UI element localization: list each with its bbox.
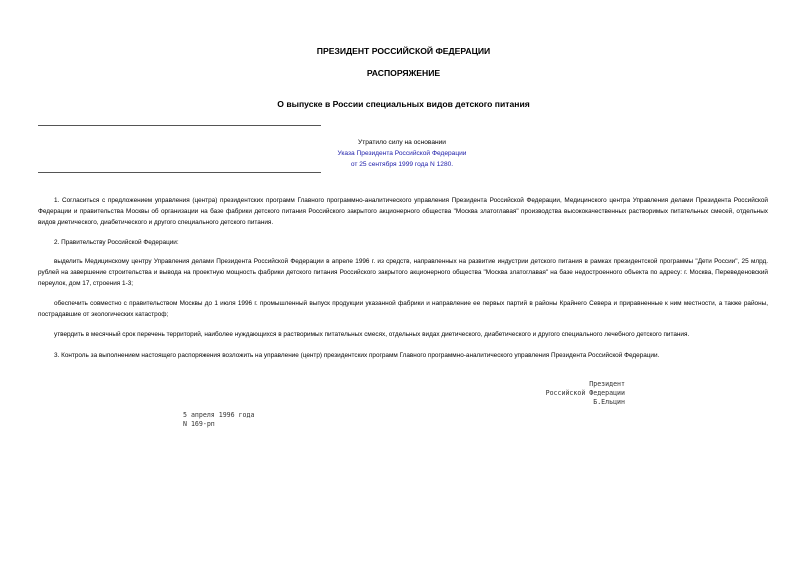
divider-bottom xyxy=(38,172,321,173)
status-note-text: Утратило силу на основании xyxy=(358,139,446,146)
status-note-link[interactable] xyxy=(322,148,482,170)
signature-block xyxy=(520,380,625,407)
status-note-link-line2[interactable]: от 25 сентября 1999 года N 1280. xyxy=(350,161,454,168)
paragraph-4: обеспечить совместно с правительством Москвы до 1 июля 1996 г. промышленный выпуск продукции указанной фабрики и направление ее первых партий в районы Крайнего Севера и приравненные к ним местности, а также районы, пострадавшие от экологических катастроф; xyxy=(38,300,768,318)
document-date: 5 апреля 1996 года xyxy=(183,411,255,419)
paragraph-1: 1. Согласиться с предложением управления (центра) президентских программ Главного программно-аналитического управления Президента Российской Федерации, Медицинского центра Управления делами Президента Российской Федерации и правительства Москвы об организации на базе фабрики детского питания Российского закрытого акционерного общества "Москва златоглавая" производства высококачественных растворимых питательных смесей, отдельных видов диетического, диабетического и другого специального детского питания. xyxy=(38,197,768,226)
date-block xyxy=(183,411,254,429)
status-note xyxy=(322,137,482,170)
issuing-authority: ПРЕЗИДЕНТ РОССИЙСКОЙ ФЕДЕРАЦИИ xyxy=(316,46,491,56)
paragraph-2: 2. Правительству Российской Федерации: xyxy=(54,239,179,246)
paragraph-3: выделить Медицинскому центру Управления делами Президента Российской Федерации в апреле 1996 г. из средств, направленных на развитие индустрии детского питания в рамках президентской программы "Дети России", 25 млрд. рублей на завершение строительства и вывода на проектную мощность фабрики детского питания Российского закрытого акционерного общества "Москва златоглавая" на базе недостроенного объекта по адресу: г. Москва, Переведеновский переулок, дом 17, строения 1-3; xyxy=(38,258,768,287)
signature-role: Президент xyxy=(589,380,625,388)
document-title: О выпуске в России специальных видов детского питания xyxy=(277,99,530,109)
status-note-link-line1[interactable]: Указа Президента Российской Федерации xyxy=(337,150,467,157)
divider-top xyxy=(38,125,321,126)
paragraph-6: 3. Контроль за выполнением настоящего распоряжения возложить на управление (центр) президентских программ Главного программно-аналитического управления Президента Российской Федерации. xyxy=(54,352,660,359)
signature-name: Б.Ельцин xyxy=(593,398,625,406)
document-type: РАСПОРЯЖЕНИЕ xyxy=(366,68,441,78)
signature-org: Российской Федерации xyxy=(545,389,625,397)
paragraph-5: утвердить в месячный срок перечень территорий, наиболее нуждающихся в растворимых питательных смесях, отдельных видах диетического, диабетического и другого специального лечебного детского питания. xyxy=(54,331,690,338)
document-number: N 169-рп xyxy=(183,420,215,428)
